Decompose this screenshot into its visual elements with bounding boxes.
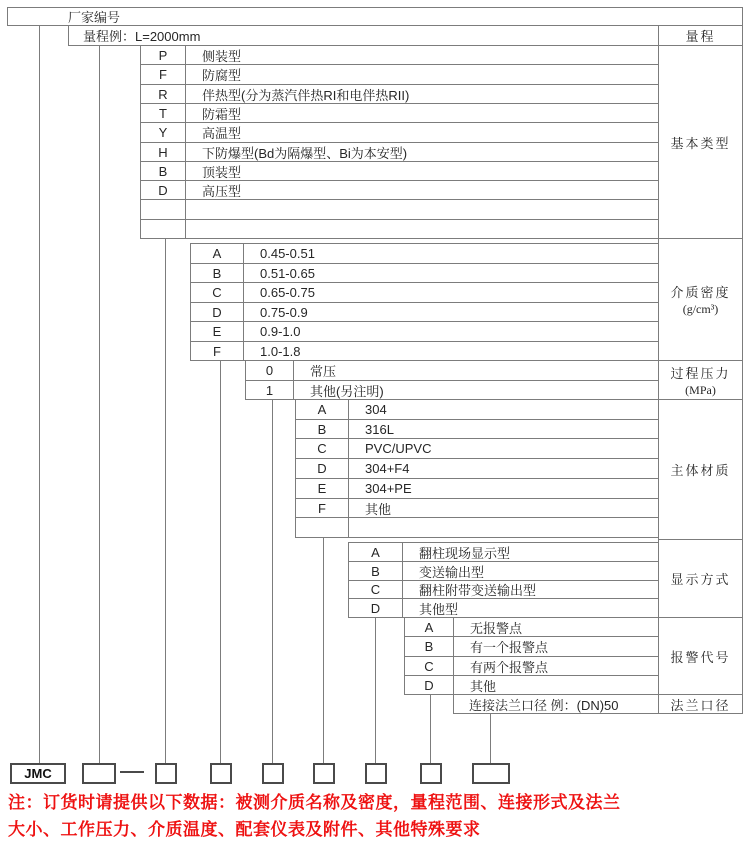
display-mode-row-2 [348, 580, 659, 599]
connector-line [165, 238, 166, 764]
media-density-row-1 [190, 263, 659, 283]
body-material-code: E [296, 479, 349, 498]
basic-type-row-9 [140, 219, 659, 239]
model-code-box-4 [262, 763, 284, 784]
body-material-desc: 304+F4 [365, 461, 410, 476]
model-code-box-1 [82, 763, 116, 784]
basic-type-row-7 [140, 180, 659, 200]
media-density-code: A [191, 244, 244, 263]
alarm-code-desc: 无报警点 [470, 620, 523, 636]
model-code-box-6 [365, 763, 387, 784]
model-code-box-3 [210, 763, 232, 784]
basic-type-desc: 侧装型 [202, 48, 242, 64]
basic-type-row-6 [140, 161, 659, 181]
alarm-code-desc: 有两个报警点 [470, 659, 549, 675]
basic-type-code: R [141, 85, 186, 103]
connector-line [430, 694, 431, 764]
category-label-text: 显示方式 [670, 572, 731, 587]
basic-type-desc: 高压型 [202, 183, 242, 199]
model-prefix-box: JMC [10, 763, 66, 784]
body-material-row-4 [295, 478, 659, 499]
body-material-desc: 其他 [365, 501, 392, 517]
process-pressure-row-1 [245, 380, 659, 400]
media-density-desc: 0.45-0.51 [260, 246, 315, 261]
category-label-text: 法兰口径 [670, 697, 731, 713]
body-material-desc: 304+PE [365, 481, 412, 496]
body-material-code: F [296, 499, 349, 517]
alarm-code-row-3 [404, 675, 659, 695]
category-label-text: 量程 [685, 29, 716, 44]
body-material-desc: 316L [365, 421, 394, 437]
media-density-row-4 [190, 321, 659, 342]
basic-type-desc: 防腐型 [202, 68, 242, 83]
connector-line [323, 537, 324, 764]
connector-line [220, 360, 221, 764]
media-density-row-0 [190, 243, 659, 264]
alarm-code-row-2 [404, 656, 659, 676]
alarm-code-code: B [405, 637, 454, 656]
range-example-row [68, 25, 659, 46]
model-code-dash [120, 771, 144, 773]
category-label-body-material [658, 399, 743, 540]
media-density-code: E [191, 322, 244, 341]
flange-size-desc: 连接法兰口径 例：(DN)50 [469, 697, 619, 713]
media-density-code: F [191, 342, 244, 360]
process-pressure-code: 1 [246, 381, 294, 399]
basic-type-code: T [141, 104, 186, 122]
category-label-flange-size [658, 694, 743, 714]
basic-type-row-1 [140, 64, 659, 85]
basic-type-row-4 [140, 122, 659, 143]
category-label-text: 介质密度 [670, 285, 731, 300]
body-material-desc: PVC/UPVC [365, 441, 432, 456]
connector-line [375, 617, 376, 764]
alarm-code-code: C [405, 657, 454, 675]
body-material-row-0 [295, 399, 659, 420]
order-note [8, 789, 748, 843]
body-material-code: D [296, 459, 349, 478]
body-material-code [296, 518, 349, 537]
alarm-code-desc: 有一个报警点 [470, 640, 549, 655]
category-label-range [658, 25, 743, 46]
category-label-text: 主体材质 [670, 463, 731, 478]
alarm-code-row-1 [404, 636, 659, 657]
body-material-code: C [296, 439, 349, 458]
body-material-row-2 [295, 438, 659, 459]
alarm-code-code: A [405, 618, 454, 636]
body-material-row-6 [295, 517, 659, 538]
connector-line [272, 399, 273, 764]
media-density-desc: 0.75-0.9 [260, 304, 308, 320]
process-pressure-desc: 常压 [310, 364, 337, 379]
model-code-box-7 [420, 763, 442, 784]
basic-type-code: B [141, 162, 186, 180]
basic-type-row-8 [140, 199, 659, 220]
category-label-text: 过程压力 [670, 365, 731, 381]
media-density-row-5 [190, 341, 659, 361]
basic-type-desc: 高温型 [202, 126, 242, 141]
display-mode-row-3 [348, 598, 659, 618]
model-code-box-8 [472, 763, 510, 784]
body-material-code: A [296, 400, 349, 419]
flange-size-row-0 [453, 694, 659, 714]
basic-type-row-3 [140, 103, 659, 123]
basic-type-desc: 下防爆型(Bd为隔爆型、Bi为本安型) [202, 145, 408, 161]
media-density-desc: 0.51-0.65 [260, 265, 315, 281]
category-label-display-mode [658, 539, 743, 618]
category-label-process-pressure [658, 360, 743, 400]
display-mode-code: C [349, 581, 403, 598]
media-density-code: B [191, 264, 244, 282]
basic-type-code: F [141, 65, 186, 84]
basic-type-desc: 伴热型(分为蒸汽伴热RI和电伴热RII) [202, 87, 410, 103]
display-mode-desc: 翻柱现场显示型 [419, 545, 511, 561]
basic-type-code [141, 220, 186, 238]
category-label-alarm-code [658, 617, 743, 695]
display-mode-code: B [349, 562, 403, 580]
basic-type-desc: 顶装型 [202, 164, 242, 180]
display-mode-desc: 其他型 [419, 601, 459, 617]
alarm-code-row-0 [404, 617, 659, 637]
media-density-code: D [191, 303, 244, 321]
manufacturer-code-row [7, 7, 743, 26]
basic-type-code: Y [141, 123, 186, 142]
media-density-desc: 1.0-1.8 [260, 343, 301, 359]
process-pressure-desc: 其他(另注明) [310, 383, 384, 399]
display-mode-desc: 变送输出型 [419, 564, 485, 580]
body-material-row-1 [295, 419, 659, 439]
order-note-line2: 大小、工作压力、介质温度、配套仪表及附件、其他特殊要求 [8, 820, 481, 839]
range-example-label: 量程例：L=2000mm [83, 29, 201, 44]
basic-type-row-5 [140, 142, 659, 162]
display-mode-row-1 [348, 561, 659, 581]
media-density-row-3 [190, 302, 659, 322]
basic-type-code: P [141, 46, 186, 64]
display-mode-desc: 翻柱附带变送输出型 [419, 583, 537, 598]
body-material-code: B [296, 420, 349, 438]
alarm-code-code: D [405, 676, 454, 694]
connector-line [490, 713, 491, 764]
basic-type-code: D [141, 181, 186, 199]
process-pressure-row-0 [245, 360, 659, 381]
media-density-row-2 [190, 282, 659, 303]
category-label-text: 报警代号 [670, 649, 731, 665]
display-mode-code: D [349, 599, 403, 617]
category-label-text: 基本类型 [670, 135, 731, 151]
order-note-line1: 注：订货时请提供以下数据：被测介质名称及密度，量程范围、连接形式及法兰 [8, 793, 621, 812]
category-label-basic-type [658, 45, 743, 239]
model-code-box-2 [155, 763, 177, 784]
display-mode-row-0 [348, 542, 659, 562]
body-material-row-5 [295, 498, 659, 518]
connector-line [39, 25, 40, 764]
display-mode-code: A [349, 543, 403, 561]
process-pressure-code: 0 [246, 361, 294, 380]
connector-line [99, 45, 100, 764]
basic-type-code: H [141, 143, 186, 161]
model-code-box-5 [313, 763, 335, 784]
category-label-unit: (g/cm³) [682, 302, 719, 316]
media-density-desc: 0.65-0.75 [260, 285, 315, 300]
basic-type-code [141, 200, 186, 219]
media-density-desc: 0.9-1.0 [260, 324, 301, 339]
basic-type-desc: 防霜型 [202, 106, 242, 122]
manufacturer-code-label: 厂家编号 [68, 10, 121, 25]
category-label-media-density [658, 238, 743, 361]
body-material-row-3 [295, 458, 659, 479]
body-material-desc: 304 [365, 402, 387, 417]
category-label-unit: (MPa) [685, 382, 716, 397]
basic-type-row-0 [140, 45, 659, 65]
media-density-code: C [191, 283, 244, 302]
alarm-code-desc: 其他 [470, 678, 497, 694]
basic-type-row-2 [140, 84, 659, 104]
